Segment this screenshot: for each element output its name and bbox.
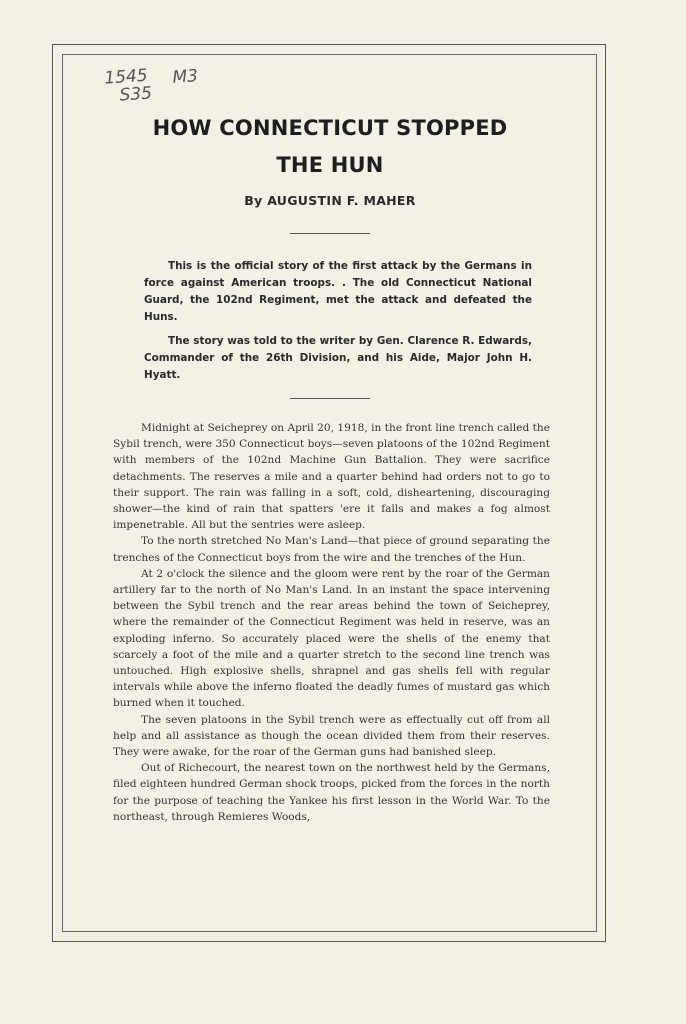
call-number-line2: S35	[118, 83, 153, 106]
call-number-suffix: M3	[171, 66, 199, 88]
divider-rule-bottom	[290, 398, 370, 399]
body-paragraph: Out of Richecourt, the nearest town on the northwest held by the Germans, filed eighteen hundred German shock troops, picked from the forces in the north for the purpose of teaching the Yankee his first lesson in the World War. To the northeast, through Remieres Woods,	[113, 762, 550, 823]
call-number-line1: 1545	[103, 65, 149, 89]
author-byline: By AUGUSTIN F. MAHER	[244, 193, 416, 208]
document-title-line2: THE HUN	[276, 153, 384, 177]
handwritten-call-number	[103, 65, 199, 106]
body-paragraph: To the north stretched No Man's Land—that piece of ground separating the trenches of the Connecticut boys from the wire and the trenches of the Hun.	[113, 535, 550, 564]
intro-paragraph: The story was told to the writer by Gen. Clarence R. Edwards, Commander of the 26th Division, and his Aide, Major John H. Hyatt.	[144, 335, 532, 381]
body-paragraph: The seven platoons in the Sybil trench were as effectually cut off from all help and all assistance as though the ocean divided them from their reserves. They were awake, for the roar of the German guns had banished sleep.	[113, 713, 550, 759]
body-paragraph: Midnight at Seicheprey on April 20, 1918, in the front line trench called the Sybil trench, were 350 Connecticut boys—seven platoons of the 102nd Regiment with members of the 102nd Machine Gun Battalion. They were sacrifice detachments. The reserves a mile and a quarter behind had orders not to go to their support. The rain was falling in a soft, cold, disheartening, discouraging shower—the kind of rain that spatters 'ere it falls and makes a fog almost impenetrable. All but the sentries were asleep.	[113, 422, 550, 532]
article-body	[113, 420, 550, 825]
document-title-line1: HOW CONNECTICUT STOPPED	[152, 116, 508, 140]
intro-paragraph: This is the official story of the first attack by the Germans in force against American troops. . The old Connecticut National Guard, the 102nd Regiment, met the attack and defeated the Huns.	[144, 260, 532, 323]
divider-rule-top	[290, 233, 370, 234]
intro-summary	[144, 258, 532, 391]
body-paragraph: At 2 o'clock the silence and the gloom were rent by the roar of the German artillery far to the north of No Man's Land. In an instant the space intervening between the Sybil trench and the rear areas behind the town of Seicheprey, where the remainder of the Connecticut Regiment was held in reserve, was an exploding inferno. So accurately placed were the shells of the enemy that scarcely a foot of the mile and a quarter stretch to the second line trench was untouched. High explosive shells, shrapnel and gas shells fell with regular intervals while above the inferno floated the deadly fumes of mustard gas which burned when it touched.	[113, 567, 550, 710]
